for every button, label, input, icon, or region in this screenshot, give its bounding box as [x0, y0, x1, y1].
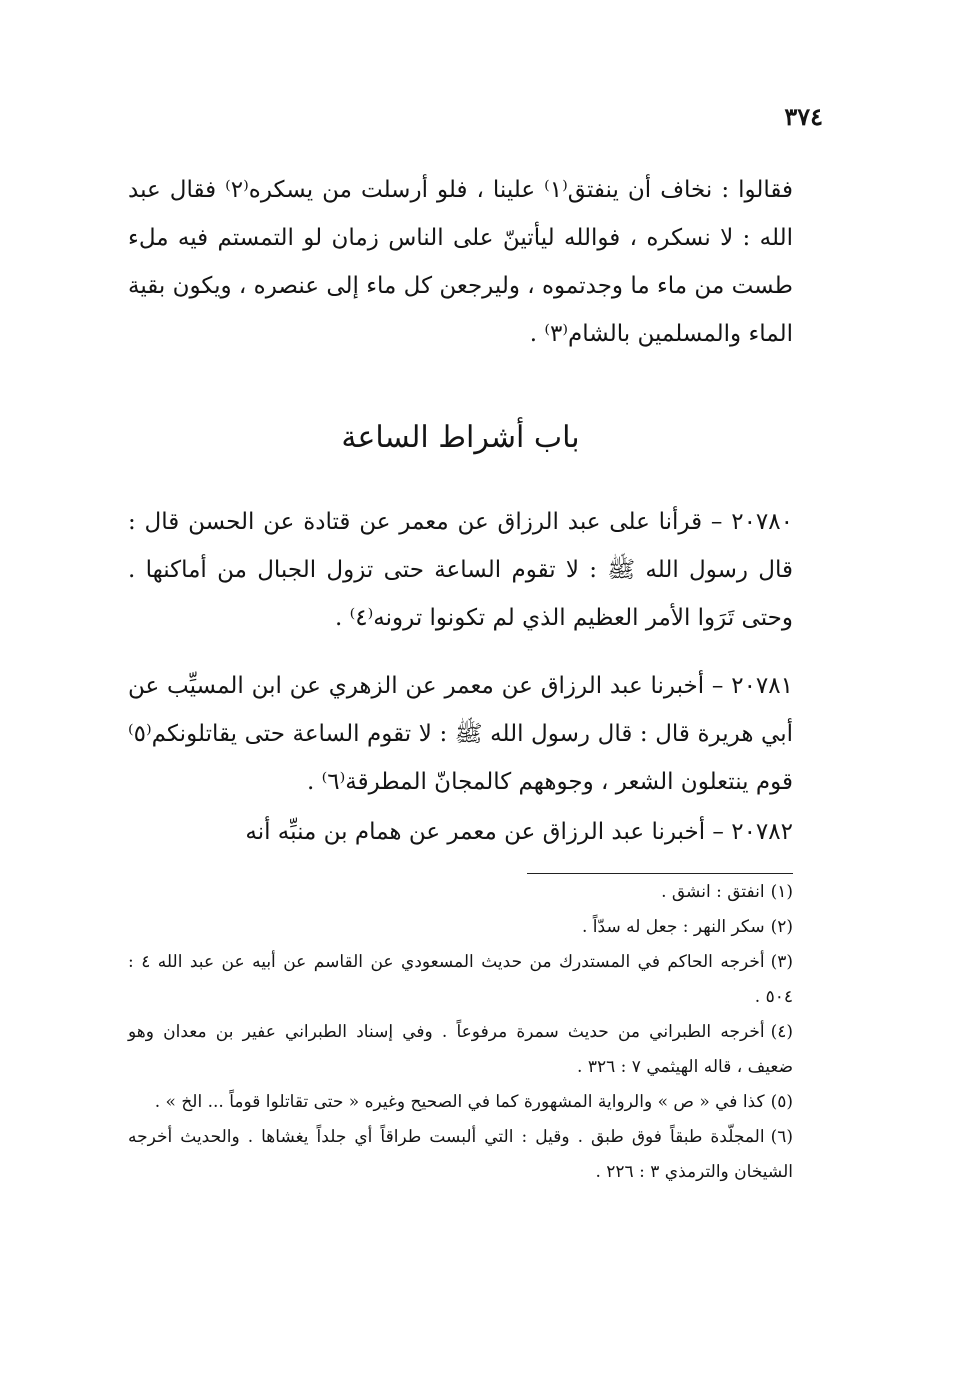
footnote-2 [128, 910, 793, 945]
hadith-20780: ٢٠٧٨٠ – قرأنا على عبد الرزاق عن معمر عن قتادة عن الحسن قال : قال رسول الله ﷺ : لا تقوم الساعة حتى تزول الجبال من أماكنها . وحتى تَرَوا الأمر العظيم الذي لم تكونوا ترونه⁽٤⁾ . [128, 509, 793, 631]
footnote-text: كذا في « ص » والرواية المشهورة كما في الصحيح وغيره « حتى تقاتلوا قوماً ... الخ » . [154, 1092, 765, 1112]
page-number: ٣٧٤ [784, 102, 823, 131]
footnote-number: (٤) [770, 1022, 793, 1042]
footnote-3 [128, 945, 793, 1015]
footnotes [128, 875, 793, 1190]
footnote-number: (٢) [770, 917, 793, 937]
hadith-20781: ٢٠٧٨١ – أخبرنا عبد الرزاق عن معمر عن الزهري عن ابن المسيِّب عن أبي هريرة قال : قال رسول الله ﷺ : لا تقوم الساعة حتى يقاتلونكم⁽٥⁾ قوم ينتعلون الشعر ، وجوههم كالمجانّ المطرقة⁽٦⁾ . [128, 673, 793, 795]
footnote-number: (٥) [770, 1092, 793, 1112]
footnote-number: (١) [770, 882, 793, 902]
footnote-text: أخرجه الطبراني من حديث سمرة مرفوعاً . وفي إسناد الطبراني عفير بن معدان وهو ضعيف ، قاله الهيثمي ٧ : ٣٢٦ . [128, 1022, 793, 1077]
footnote-number: (٦) [770, 1127, 793, 1147]
footnote-text: أخرجه الحاكم في المستدرك من حديث المسعودي عن القاسم عن أبيه عن عبد الله ٤ : ٥٠٤ . [128, 952, 793, 1007]
footnote-4 [128, 1015, 793, 1085]
section-title: باب أشراط الساعة [341, 420, 580, 455]
footnote-6 [128, 1120, 793, 1190]
footnote-text: المجلّدة طبقاً فوق طبق . وقيل : التي ألبست طراقاً أي جلداً يغشاها . والحديث أخرجه الشيخان والترمذي ٣ : ٢٢٦ . [128, 1127, 793, 1182]
footnote-5 [128, 1085, 793, 1120]
hadith-20782: ٢٠٧٨٢ – أخبرنا عبد الرزاق عن معمر عن همام بن منبِّه أنه [245, 819, 793, 845]
footnote-text: سكر النهر : جعل له سدّاً . [581, 917, 765, 937]
footnote-text: انفتق : انشق . [661, 882, 765, 902]
footnote-1 [128, 875, 793, 910]
footnote-divider [527, 873, 793, 874]
intro-paragraph: فقالوا : نخاف أن ينفتق⁽١⁾ علينا ، فلو أرسلت من يسكره⁽٢⁾ فقال عبد الله : لا نسكره ، فوالله ليأتينّ على الناس زمان لو التمستم فيه ملء طست من ماء ما وجدتموه ، وليرجعن كل ماء إلى عنصره ، ويكون بقية الماء والمسلمين بالشام⁽٣⁾ . [128, 177, 793, 347]
footnote-number: (٣) [770, 952, 793, 972]
